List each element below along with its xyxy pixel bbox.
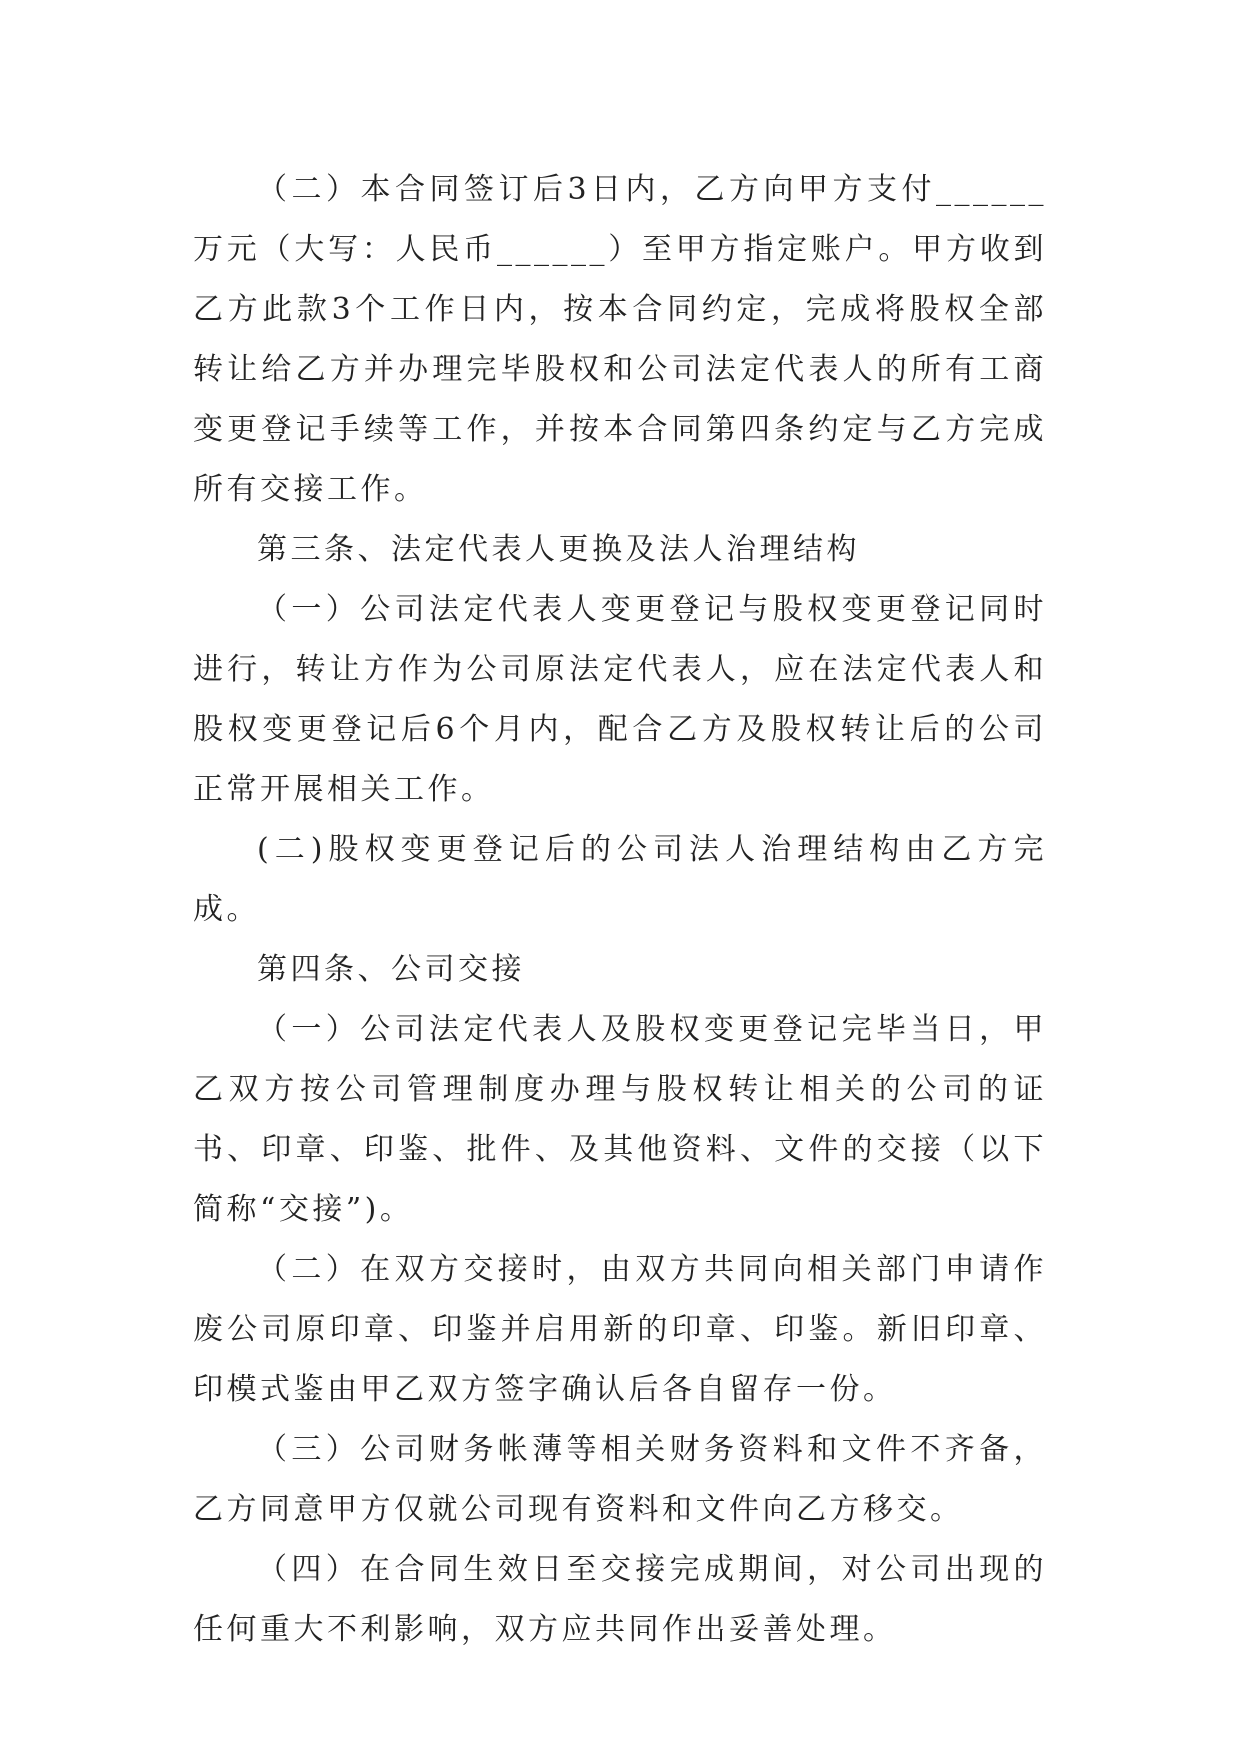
clause-3-1-paragraph: （一）公司法定代表人变更登记与股权变更登记同时进行，转让方作为公司原法定代表人，应在法定代表人和股权变更登记后6个月内，配合乙方及股权转让后的公司正常开展相关工作。 xyxy=(193,592,1047,807)
clause-2-2-paragraph: （二）本合同签订后3日内，乙方向甲方支付______万元（大写：人民币______）至甲方指定账户。甲方收到乙方此款3个工作日内，按本合同约定，完成将股权全部转让给乙方并办理完毕股权和公司法定代表人的所有工商变更登记手续等工作，并按本合同第四条约定与乙方完成所有交接工作。 xyxy=(193,172,1047,507)
document-body xyxy=(193,160,1047,1660)
clause-4-2-paragraph: （二）在双方交接时，由双方共同向相关部门申请作废公司原印章、印鉴并启用新的印章、印鉴。新旧印章、印模式鉴由甲乙双方签字确认后各自留存一份。 xyxy=(193,1252,1047,1407)
clause-4-1-paragraph: （一）公司法定代表人及股权变更登记完毕当日，甲乙双方按公司管理制度办理与股权转让相关的公司的证书、印章、印鉴、批件、及其他资料、文件的交接（以下简称“交接”)。 xyxy=(193,1012,1047,1227)
article-4-heading: 第四条、公司交接 xyxy=(257,952,525,987)
article-3-heading: 第三条、法定代表人更换及法人治理结构 xyxy=(257,532,860,567)
clause-3-2-paragraph: (二)股权变更登记后的公司法人治理结构由乙方完成。 xyxy=(193,832,1047,927)
clause-4-3-paragraph: （三）公司财务帐薄等相关财务资料和文件不齐备，乙方同意甲方仅就公司现有资料和文件向乙方移交。 xyxy=(193,1432,1047,1527)
clause-4-4-paragraph: （四）在合同生效日至交接完成期间，对公司出现的任何重大不利影响，双方应共同作出妥善处理。 xyxy=(193,1552,1047,1647)
